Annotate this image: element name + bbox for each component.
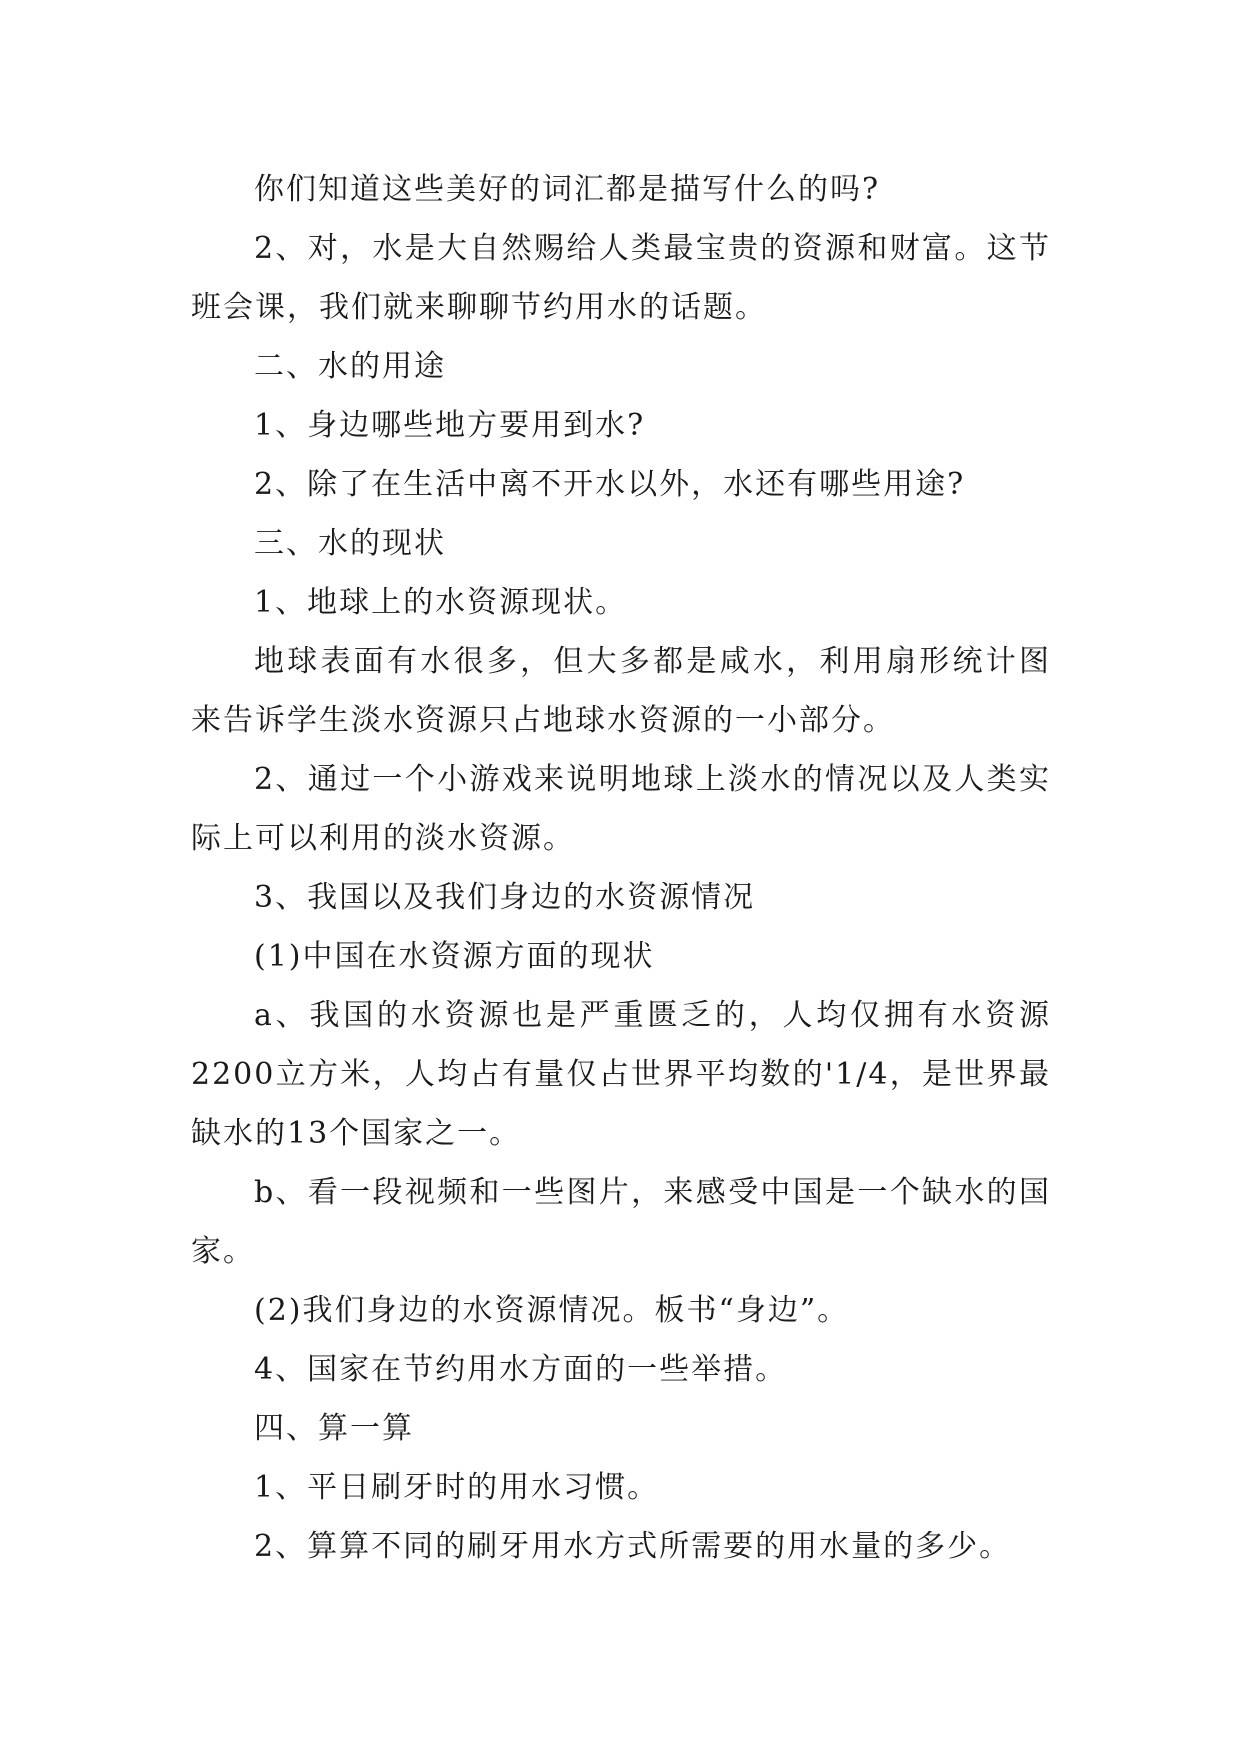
paragraph: 1、平日刷牙时的用水习惯。: [254, 1470, 660, 1505]
paragraph: a、我国的水资源也是严重匮乏的，人均仅拥有水资源2200立方米，人均占有量仅占世界平均数的'1/4，是世界最缺水的13个国家之一。: [191, 998, 1051, 1151]
paragraph: (2)我们身边的水资源情况。板书“身边”。: [254, 1293, 850, 1328]
document-body: [191, 160, 1051, 1576]
paragraph: 3、我国以及我们身边的水资源情况: [254, 880, 756, 915]
section-heading: 二、水的用途: [254, 349, 446, 384]
section-heading: 四、算一算: [254, 1411, 414, 1446]
paragraph: 1、身边哪些地方要用到水?: [254, 408, 646, 443]
paragraph: 1、地球上的水资源现状。: [254, 585, 628, 620]
paragraph: 2、通过一个小游戏来说明地球上淡水的情况以及人类实际上可以利用的淡水资源。: [191, 762, 1051, 856]
paragraph: 2、算算不同的刷牙用水方式所需要的用水量的多少。: [254, 1529, 1012, 1564]
paragraph: (1)中国在水资源方面的现状: [254, 939, 655, 974]
paragraph: 4、国家在节约用水方面的一些举措。: [254, 1352, 788, 1387]
section-heading: 三、水的现状: [254, 526, 446, 561]
paragraph: 2、对，水是大自然赐给人类最宝贵的资源和财富。这节班会课，我们就来聊聊节约用水的话题。: [191, 231, 1051, 325]
paragraph: 你们知道这些美好的词汇都是描写什么的吗?: [254, 172, 881, 207]
paragraph: 地球表面有水很多，但大多都是咸水，利用扇形统计图来告诉学生淡水资源只占地球水资源的一小部分。: [191, 644, 1051, 738]
paragraph: b、看一段视频和一些图片，来感受中国是一个缺水的国家。: [191, 1175, 1051, 1269]
paragraph: 2、除了在生活中离不开水以外，水还有哪些用途?: [254, 467, 966, 502]
